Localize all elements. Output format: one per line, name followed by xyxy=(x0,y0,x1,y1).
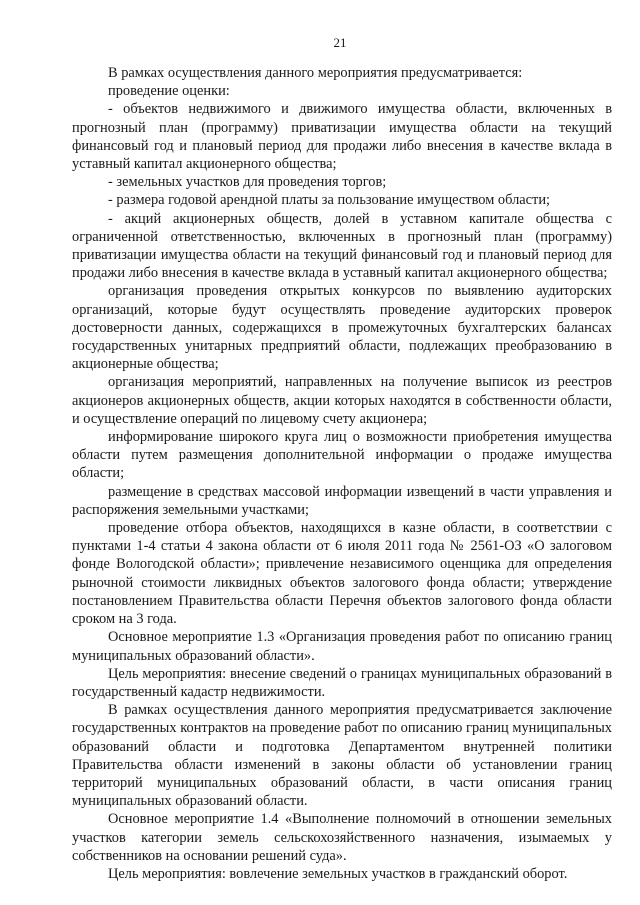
document-body xyxy=(72,64,612,883)
paragraph-intro: В рамках осуществления данного мероприятия предусматривается: xyxy=(108,65,523,81)
paragraph-measure-1-4: Основное мероприятие 1.4 «Выполнение полномочий в отношении земельных участков категории земель сельскохозяйственного назначения, изымаемых у собственников на основании решений суда». xyxy=(72,811,612,864)
list-item-annual-rent: - размера годовой арендной платы за пользование имуществом области; xyxy=(108,192,551,209)
list-item-shares: - акций акционерных обществ, долей в уставном капитале общества с ограниченной ответственностью, включенных в прогнозный план (программу) приватизации имущества области на текущий финансовый год и плановый период для продажи либо внесения в качестве вклада в уставный капитал акционерного общества; xyxy=(72,210,612,282)
paragraph-measure-1-3: Основное мероприятие 1.3 «Организация проведения работ по описанию границ муниципальных образований области». xyxy=(72,629,612,664)
paragraph-informing: информирование широкого круга лиц о возможности приобретения имущества области путем размещения дополнительной информации о продаже имущества области; xyxy=(72,429,612,482)
paragraph-registry-extracts: организация мероприятий, направленных на получение выписок из реестров акционеров акционерных обществ, акции которых находятся в собственности области, и осуществление операций по лицевому счету акционера; xyxy=(72,374,612,427)
list-item-property-objects: - объектов недвижимого и движимого имущества области, включенных в прогнозный план (программу) приватизации имущества области на текущий финансовый год и плановый период для продажи либо внесения в качестве вклада в уставный капитал акционерного общества; xyxy=(72,101,612,173)
paragraph-media-notices: размещение в средствах массовой информации извещений в части управления и распоряжения земельными участками; xyxy=(72,483,612,518)
paragraph-collateral-fund: проведение отбора объектов, находящихся в казне области, в соответствии с пунктами 1-4 статьи 4 закона области от 6 июля 2011 года № 2561-ОЗ «О залоговом фонде Вологодской области»; привлечение независимого оценщика для определения рыночной стоимости ликвидных объектов залогового фонда области; утверждение постановлением Правительства области Перечня объектов залогового фонда области сроком на 3 года. xyxy=(72,520,612,628)
list-item-land-plots: - земельных участков для проведения торгов; xyxy=(108,174,387,191)
page-number: 21 xyxy=(333,35,347,50)
paragraph-contracts: В рамках осуществления данного мероприятия предусматривается заключение государственных контрактов на проведение работ по описанию границ муниципальных образований области и подготовка Департаментом внутренней политики Правительства области изменений в законы области об установлении границ территорий муниципальных образований области, в части описания границ муниципальных образований области. xyxy=(72,702,612,810)
paragraph-goal-1-3: Цель мероприятия: внесение сведений о границах муниципальных образований в государственный кадастр недвижимости. xyxy=(72,665,612,700)
paragraph-goal-1-4: Цель мероприятия: вовлечение земельных участков в гражданский оборот. xyxy=(108,865,568,882)
paragraph-valuation-heading: проведение оценки: xyxy=(108,83,230,100)
paragraph-audit-tenders: организация проведения открытых конкурсов по выявлению аудиторских организаций, которые будут осуществлять проведение аудиторских проверок достоверности данных, содержащихся в промежуточных бухгалтерских балансах государственных унитарных предприятий области, подлежащих преобразованию в акционерные общества; xyxy=(72,283,612,373)
